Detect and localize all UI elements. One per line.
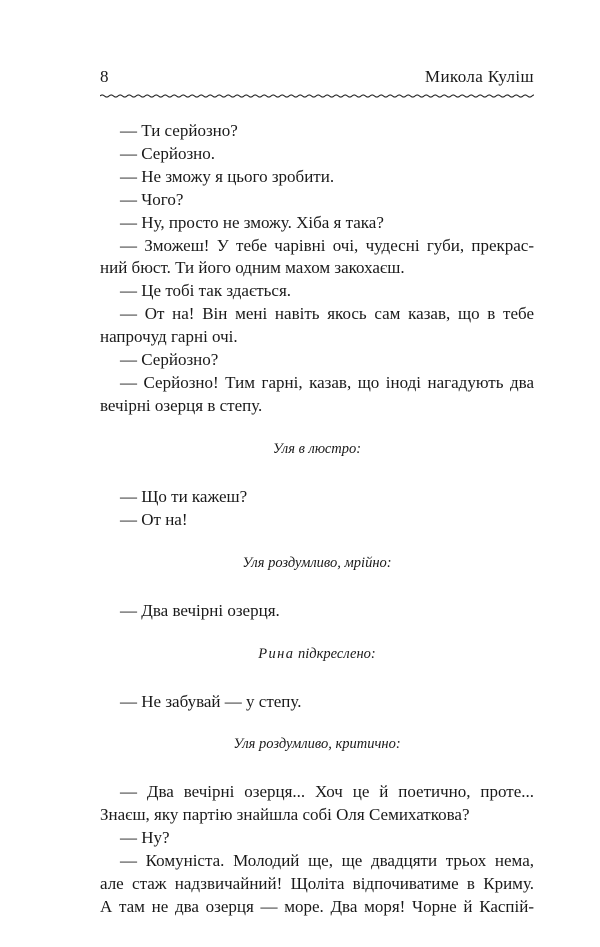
dialogue-line: — Що ти кажеш? (120, 486, 248, 506)
dialogue-line: — Не зможу я цього зробити. (120, 166, 335, 186)
dialogue-line: напрочуд гарні очі. (100, 327, 238, 347)
dialogue-line: — От на! Він мені навіть якось сам казав, що в тебе (120, 304, 534, 324)
stage-direction: Уля роздумливо, мрійно: (242, 554, 392, 571)
wavy-rule-divider (100, 90, 534, 102)
play-text (100, 120, 534, 919)
dialogue-line: — Комуніста. Молодий ще, ще двадцяти трьох нема, (120, 851, 534, 871)
dialogue-line: вечірні озерця в степу. (100, 395, 263, 415)
dialogue-line: — Серйозно. (120, 143, 216, 163)
dialogue-line: — Серйозно? (120, 350, 219, 370)
book-author: Микола Куліш (424, 67, 534, 86)
dialogue-line: — От на! (120, 509, 188, 529)
dialogue-line: але стаж надзвичайний! Щоліта відпочиватиме в Криму. (100, 874, 534, 894)
dialogue-line: — Серйозно! Тим гарні, казав, що іноді нагадують два (120, 372, 534, 392)
dialogue-line: — Не забувай — у степу. (120, 691, 302, 711)
dialogue-line: — Зможеш! У тебе чарівні очі, чудесні губи, прекрас- (120, 235, 534, 255)
dialogue-line: А там не два озерця — море. Два моря! Чорне й Каспій- (100, 896, 534, 916)
dialogue-line: — Ти серйозно? (120, 121, 238, 140)
running-head (92, 66, 534, 92)
dialogue-line: — Два вечірні озерця. (120, 600, 280, 620)
dialogue-line: Знаєш, яку партію знайшла собі Оля Семихаткова? (100, 805, 470, 825)
dialogue-line: — Чого? (120, 189, 184, 209)
dialogue-line: — Ну, просто не зможу. Хіба я така? (120, 212, 384, 232)
dialogue-line: — Ну? (120, 828, 170, 848)
dialogue-line: — Два вечірні озерця... Хоч це й поетично, проте... (120, 782, 534, 802)
stage-direction: Уля роздумливо, критично: (233, 736, 401, 753)
stage-direction (100, 644, 534, 664)
stage-direction: Уля в люстро: (272, 440, 362, 457)
dialogue-line: ний бюст. Ти його одним махом закохаєш. (100, 258, 405, 278)
page-number: 8 (100, 67, 109, 86)
dialogue-line: — Це тобі так здається. (120, 281, 292, 301)
stage-direction-text: підкреслено: (294, 645, 376, 662)
character-name: Рина (258, 645, 295, 662)
